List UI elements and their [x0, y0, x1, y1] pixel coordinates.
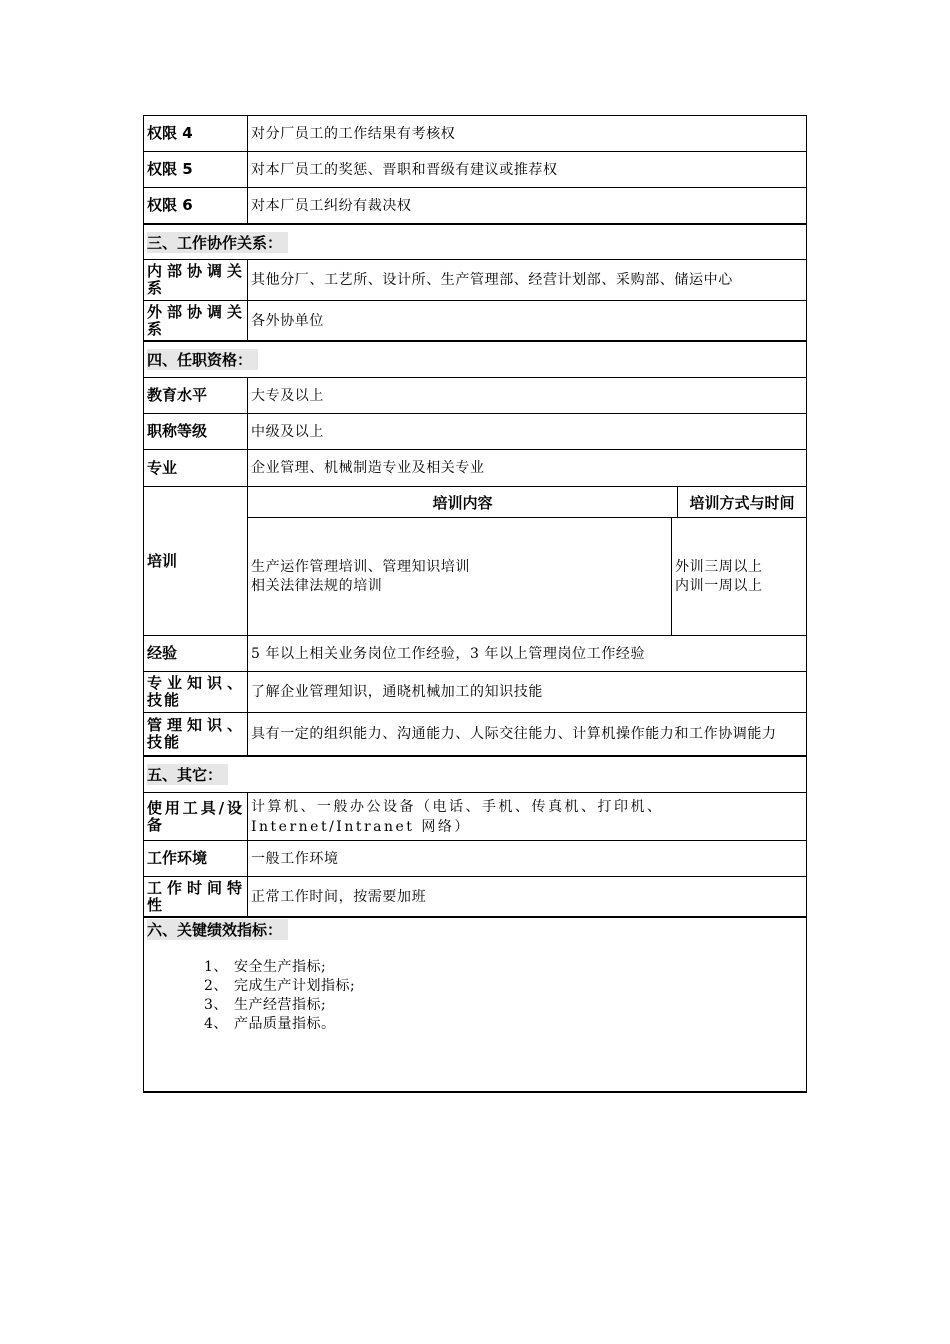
row-value: 5 年以上相关业务岗位工作经验，3 年以上管理岗位工作经验 [251, 645, 646, 662]
row-label: 职称等级 [144, 414, 248, 449]
row-value: 了解企业管理知识，通晓机械加工的知识技能 [251, 684, 543, 700]
professional-skills-row [143, 672, 807, 713]
training-content-line: 相关法律法规的培训 [251, 577, 383, 594]
kpi-item: 3、 生产经营指标; [204, 997, 327, 1013]
training-content [248, 518, 672, 635]
authority-row-5 [143, 152, 807, 188]
section-title: 三、工作协作关系： [147, 232, 288, 253]
kpi-item: 4、 产品质量指标。 [204, 1016, 336, 1032]
row-value: 一般工作环境 [251, 850, 339, 867]
row-value: 企业管理、机械制造专业及相关专业 [251, 460, 485, 476]
section-title: 五、其它： [147, 764, 228, 785]
row-label: 管理知识、技能 [144, 713, 248, 755]
section-header-coordination [143, 225, 807, 260]
row-label: 权限 5 [144, 152, 248, 187]
training-table [248, 487, 806, 635]
management-skills-row [143, 713, 807, 757]
training-content-line: 生产运作管理培训、管理知识培训 [251, 558, 470, 575]
row-value: 其他分厂、工艺所、设计所、生产管理部、经营计划部、采购部、储运中心 [251, 272, 733, 288]
section-title: 六、关键绩效指标： [147, 919, 288, 940]
row-value: 大专及以上 [251, 387, 324, 404]
authority-row-6 [143, 188, 807, 225]
row-value: 中级及以上 [251, 423, 324, 440]
kpi-item: 2、 完成生产计划指标; [204, 978, 356, 994]
row-label: 专业知识、技能 [144, 672, 248, 712]
section-title: 四、任职资格： [147, 349, 258, 370]
internal-coordination-row [143, 260, 807, 301]
row-label: 教育水平 [144, 378, 248, 413]
kpi-list [144, 958, 806, 1034]
row-value: 对本厂员工的奖惩、晋职和晋级有建议或推荐权 [251, 161, 558, 178]
authority-row-4 [143, 115, 807, 152]
work-hours-row [143, 877, 807, 918]
training-method-header: 培训方式与时间 [689, 493, 795, 512]
training-method-line: 内训一周以上 [675, 577, 763, 594]
row-value: 具有一定的组织能力、沟通能力、人际交往能力、计算机操作能力和工作协调能力 [251, 726, 777, 742]
row-label: 培训 [144, 487, 248, 635]
row-value: 对分厂员工的工作结果有考核权 [251, 125, 456, 142]
training-content-header: 培训内容 [248, 487, 678, 517]
section-header-other [143, 757, 807, 793]
training-method-line: 外训三周以上 [675, 558, 763, 575]
row-label: 工作环境 [144, 841, 248, 876]
row-value: 计算机、一般办公设备（电话、手机、传真机、打印机、Internet/Intranet 网络） [251, 798, 664, 835]
external-coordination-row [143, 301, 807, 342]
row-label: 专业 [144, 450, 248, 486]
row-label: 权限 6 [144, 188, 248, 223]
row-label: 外部协调关系 [144, 301, 248, 340]
education-row [143, 378, 807, 414]
row-value: 正常工作时间，按需要加班 [251, 888, 427, 905]
section-header-qualifications [143, 342, 807, 378]
row-label: 使用工具/设备 [144, 793, 248, 840]
row-label: 权限 4 [144, 116, 248, 151]
training-method [672, 518, 806, 635]
training-row [143, 487, 807, 636]
major-row [143, 450, 807, 487]
kpi-section [143, 918, 807, 1093]
tools-row [143, 793, 807, 841]
row-value: 各外协单位 [251, 312, 324, 329]
row-label: 内部协调关系 [144, 260, 248, 300]
job-description-table [143, 115, 807, 1093]
environment-row [143, 841, 807, 877]
experience-row [143, 636, 807, 672]
kpi-item: 1、 安全生产指标; [204, 959, 327, 975]
row-label: 经验 [144, 636, 248, 671]
title-level-row [143, 414, 807, 450]
row-value: 对本厂员工纠纷有裁决权 [251, 197, 412, 214]
row-label: 工作时间特性 [144, 877, 248, 916]
